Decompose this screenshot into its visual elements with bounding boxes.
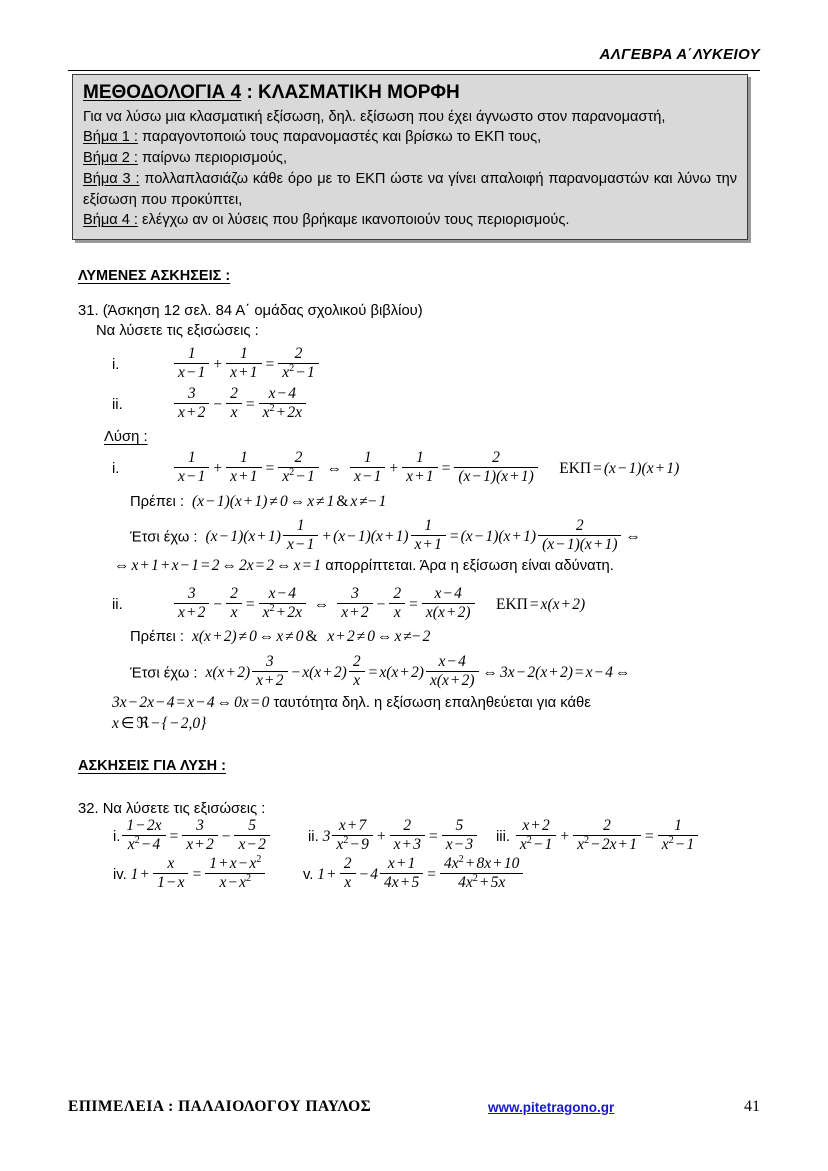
equation-32-ii: 3 $\frac{x + 7}{x^2 - 9}$ + $\frac{2}{x + 3}$ = $\frac{5}{x - 3}$	[319, 828, 479, 845]
exercise-31-header	[78, 302, 423, 321]
methodology-body	[83, 107, 737, 231]
exercise-32-number: 32.	[78, 801, 99, 817]
step-1-label: Βήμα 1 :	[83, 129, 138, 146]
methodology-step-2	[83, 148, 737, 169]
methodology-title-rest: : ΚΛΑΣΜΑΤΙΚΗ ΜΟΡΦΗ	[241, 82, 460, 103]
solution-ii-label: ii.	[112, 597, 123, 614]
solution-31-i-multiplied: (x − 1)(x + 1) $\frac{1}{x - 1}$ + (x − 1)(x + 1) $\frac{1}{x + 1}$ = (x − 1)(x + 1) $\frac{2}{(x - 1)(x + 1)}$ ⇔	[201, 516, 641, 553]
item-ii-label: ii.	[112, 397, 123, 414]
solution-31-i-line1	[112, 448, 680, 488]
methodology-intro: Για να λύσω μια κλασματική εξίσωση, δηλ. εξίσωση που έχει άγνωστο στον παρανομαστή,	[83, 108, 666, 125]
solution-31-i-final-steps: ⇔ x + 1 + x − 1 = 2 ⇔ 2x = 2 ⇔ x = 1	[114, 557, 322, 574]
solution-i-label: i.	[112, 461, 120, 478]
methodology-step-1	[83, 127, 737, 148]
item-32-iii-label: iii.	[496, 829, 510, 846]
exercise-32-prompt: Να λύσετε τις εξισώσεις :	[102, 801, 266, 817]
exercise-31-item-ii	[112, 384, 512, 424]
footer-author: ΕΠΙΜΕΛΕΙΑ : ΠΑΛΑΙΟΛΟΓΟΥ ΠΑΥΛΟΣ	[68, 1098, 372, 1115]
solution-31-i-conclusion	[112, 556, 614, 576]
solution-31-ii-prepei	[130, 627, 430, 647]
step-1-text: παραγοντοποιώ τους παρανομαστές και βρίσκω το ΕΚΠ τους,	[137, 129, 542, 146]
solution-31-ii-constraints: x(x + 2) ≠ 0 ⇔ x ≠ 0 & x + 2 ≠ 0 ⇔ x ≠− 2	[188, 628, 431, 645]
methodology-step-3	[83, 169, 737, 210]
methodology-step-4	[83, 210, 737, 231]
item-32-iv-label: iv.	[113, 867, 127, 884]
equation-32-iv: 1 + $\frac{x}{1 - x}$ = $\frac{1 + x - x^2}{x - x^2}$	[127, 866, 268, 883]
exercise-32-item-iii	[496, 816, 700, 856]
ekp-label-ii: ΕΚΠ	[496, 596, 528, 614]
exercise-31-item-i	[112, 344, 512, 384]
step-2-label: Βήμα 2 :	[83, 150, 138, 167]
step-4-label: Βήμα 4 :	[83, 212, 138, 229]
solution-31-ii-equation: $\frac{3}{x + 2}$ − $\frac{2}{x}$ = $\frac{x - 4}{x^2 + 2x}$ ⇔ $\frac{3}{x + 2}$ − $\frac{2}{x}$ = $\frac{x - 4}{x(x + 2)}$ ΕΚΠ = x(x + 2)	[172, 596, 585, 613]
exercise-31-prompt: Να λύσετε τις εξισώσεις :	[96, 323, 259, 339]
step-2-text: παίρνω περιορισμούς,	[137, 150, 288, 167]
exercise-32-item-ii	[308, 816, 479, 856]
page-header-title: ΑΛΓΕΒΡΑ Α΄ΛΥΚΕΙΟΥ	[599, 46, 760, 63]
equation-31-ii: $\frac{3}{x + 2}$ − $\frac{2}{x}$ = $\frac{x - 4}{x^2 + 2x}$	[172, 396, 308, 413]
header-divider	[68, 70, 760, 71]
solution-31-ii-verdict: ταυτότητα δηλ. η εξίσωση επαληθεύεται για κάθε	[273, 695, 591, 711]
equation-32-i: $\frac{1 - 2x}{x^2 - 4}$ = $\frac{3}{x + 2}$ − $\frac{5}{x - 2}$	[120, 828, 271, 845]
item-32-i-label: i.	[113, 829, 121, 846]
footer-page-number: 41	[744, 1098, 760, 1115]
page-footer	[68, 1098, 760, 1124]
prepei-label-ii: Πρέπει :	[130, 629, 185, 645]
solution-31-ii-final-steps: 3x − 2x − 4 = x − 4 ⇔ 0x = 0	[112, 694, 270, 711]
exercise-32-header	[78, 800, 265, 819]
step-3-label: Βήμα 3 :	[83, 170, 140, 187]
heading-solved-exercises: ΛΥΜΕΝΕΣ ΑΣΚΗΣΕΙΣ :	[78, 268, 231, 284]
solution-31-i-verdict: απορρίπτεται. Άρα η εξίσωση είναι αδύνατη.	[325, 558, 614, 574]
exercise-32-item-v	[303, 853, 525, 894]
methodology-box	[72, 74, 748, 240]
methodology-title	[83, 81, 737, 105]
solution-31-i-constraints: (x − 1)(x + 1) ≠ 0 ⇔ x ≠ 1 & x ≠− 1	[188, 493, 387, 510]
solution-31-ii-conclusion	[112, 693, 591, 713]
solution-31-ii-line1	[112, 584, 586, 624]
solution-31-ii-etsi	[130, 652, 633, 692]
methodology-title-underlined: ΜΕΘΟΔΟΛΟΓΙΑ 4	[83, 82, 242, 103]
ekp-label-i: ΕΚΠ	[559, 460, 592, 478]
page-header	[68, 46, 760, 64]
exercise-31-number: 31.	[78, 303, 99, 319]
step-3-text: πολλαπλασιάζω κάθε όρο με το ΕΚΠ ώστε να γίνει απαλοιφή παρανομαστών και λύνω την εξίσωση που προκύπτει,	[83, 170, 737, 208]
equation-32-v: 1 + $\frac{2}{x}$ − 4 $\frac{x + 1}{4x + 5}$ = $\frac{4x^2 + 8x + 10}{4x^2 + 5x}$	[313, 866, 525, 883]
solution-31-i-etsi	[130, 516, 643, 556]
solution-31-ii-multiplied: x(x + 2) $\frac{3}{x + 2}$ − x(x + 2) $\frac{2}{x}$ = x(x + 2) $\frac{x - 4}{x(x + 2)}$ ⇔ 3x − 2(x + 2) = x − 4 ⇔	[201, 652, 631, 689]
etsi-label-i: Έτσι έχω :	[130, 529, 198, 546]
prepei-label-i: Πρέπει :	[130, 494, 185, 510]
footer-website-link[interactable]: www.pitetragono.gr	[488, 1100, 615, 1115]
solution-31-ii-solution-set: x ∈ ℜ − { − 2,0}	[112, 715, 207, 732]
equation-31-i: $\frac{1}{x - 1}$ + $\frac{1}{x + 1}$ = $\frac{2}{x^2 - 1}$	[172, 356, 321, 373]
heading-practice-exercises: ΑΣΚΗΣΕΙΣ ΓΙΑ ΛΥΣΗ :	[78, 758, 227, 774]
item-i-label: i.	[112, 357, 120, 374]
exercise-32-item-iv	[113, 853, 267, 894]
item-32-ii-label: ii.	[308, 829, 319, 846]
exercise-32-item-i	[113, 816, 272, 856]
etsi-label-ii: Έτσι έχω :	[130, 665, 198, 682]
equation-32-iii: $\frac{x + 2}{x^2 - 1}$ + $\frac{2}{x^2 - 2x + 1}$ = $\frac{1}{x^2 - 1}$	[510, 828, 700, 845]
solution-31-i-prepei	[130, 492, 386, 512]
solution-heading: Λύση :	[104, 429, 148, 445]
exercise-31-source: (Άσκηση 12 σελ. 84 Α΄ ομάδας σχολικού βιβλίου)	[102, 303, 423, 319]
step-4-text: ελέγχω αν οι λύσεις που βρήκαμε ικανοποιούν τους περιορισμούς.	[137, 212, 570, 229]
solution-31-i-equation: $\frac{1}{x - 1}$ + $\frac{1}{x + 1}$ = $\frac{2}{x^2 - 1}$ ⇔ $\frac{1}{x - 1}$ + $\frac{1}{x + 1}$ = $\frac{2}{(x - 1)(x + 1)}$ ΕΚΠ = (x − 1)(x + 1)	[172, 460, 679, 477]
item-32-v-label: v.	[303, 867, 314, 884]
